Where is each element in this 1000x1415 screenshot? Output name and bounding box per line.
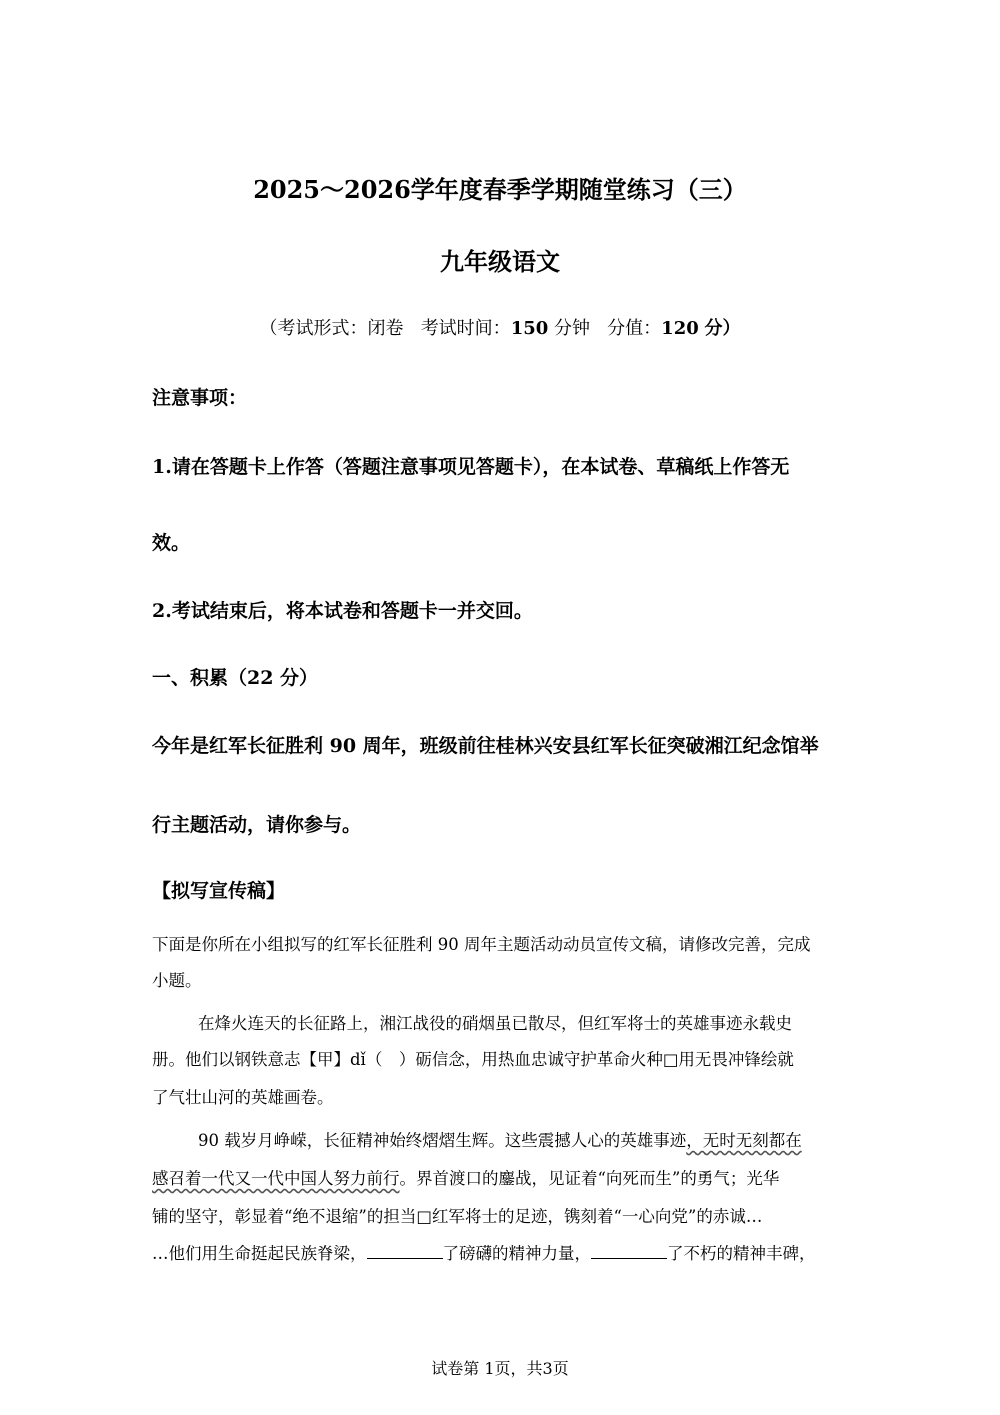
score-label: 分值： [607, 318, 662, 339]
passage-p2-line-4-c: 了不朽的精神丰碑， [667, 1244, 816, 1263]
passage-p2-line-4 [152, 1240, 816, 1264]
passage-p2-line-1-b: ，无时无刻都在 [686, 1131, 802, 1150]
passage-p2-line-3: 铺的坚守，彰显着“绝不退缩”的担当□红军将士的足迹，镌刻着“一心向党”的赤诚… [152, 1207, 763, 1226]
passage-p2-line-4-a: …他们用生命挺起民族脊梁， [152, 1244, 367, 1263]
exam-time-unit: 分钟 [554, 318, 590, 339]
page-footer: 试卷第 1页，共3页 [431, 1359, 569, 1378]
passage-p2-line-2 [152, 1165, 779, 1189]
notes-heading: 注意事项： [152, 387, 248, 409]
passage-p1-line-3: 了气壮山河的英雄画卷。 [152, 1088, 334, 1107]
passage-p2-line-1 [198, 1127, 802, 1151]
section-intro-line-1: 今年是红军长征胜利 90 周年，班级前往桂林兴安县红军长征突破湘江纪念馆举 [152, 735, 819, 757]
section-heading: 一、积累（22 分） [152, 667, 319, 689]
exam-time-label: 考试时间： [420, 318, 511, 339]
exam-info [0, 314, 1000, 340]
fill-blank-2 [591, 1244, 667, 1259]
score-value: 120 [661, 318, 699, 339]
passage-p2-line-2-a: 感召着一代又一代中国人努力前行 [152, 1169, 400, 1188]
exam-time-value: 150 [510, 318, 549, 339]
passage-p1-line-1: 在烽火连天的长征路上，湘江战役的硝烟虽已散尽，但红军将士的英雄事迹永载史 [198, 1014, 792, 1033]
notes-item-2: 2.考试结束后，将本试卷和答题卡一并交回。 [152, 600, 533, 622]
score-unit: 分） [704, 318, 741, 339]
instruction-line-1: 下面是你所在小组拟写的红军长征胜利 90 周年主题活动动员宣传文稿，请修改完善，完成 [152, 935, 811, 954]
passage-p2-line-1-a: 90 载岁月峥嵘，长征精神始终熠熠生辉。这些震撼人心的英雄事迹 [198, 1131, 687, 1150]
passage-p1-line-2: 册。他们以钢铁意志【甲】dǐ（ ）砺信念，用热血忠诚守护革命火种□用无畏冲锋绘就 [152, 1050, 794, 1069]
passage-p2-line-4-b: 了磅礴的精神力量， [442, 1244, 591, 1263]
exam-subject: 九年级语文 [440, 247, 560, 276]
notes-item-1-line-2: 效。 [152, 532, 191, 554]
notes-item-1-line-1: 1.请在答题卡上作答（答题注意事项见答题卡），在本试卷、草稿纸上作答无 [152, 456, 790, 478]
instruction-line-2: 小题。 [152, 971, 202, 990]
fill-blank-1 [367, 1244, 443, 1259]
subsection-heading: 【拟写宣传稿】 [152, 880, 286, 902]
passage-p2-line-2-b: 。界首渡口的鏖战，见证着“向死而生”的勇气；光华 [399, 1169, 780, 1188]
section-intro-line-2: 行主题活动，请你参与。 [152, 814, 362, 836]
exam-title: 2025～2026学年度春季学期随堂练习（三） [253, 175, 747, 204]
exam-form: （考试形式：闭卷 [259, 318, 404, 339]
